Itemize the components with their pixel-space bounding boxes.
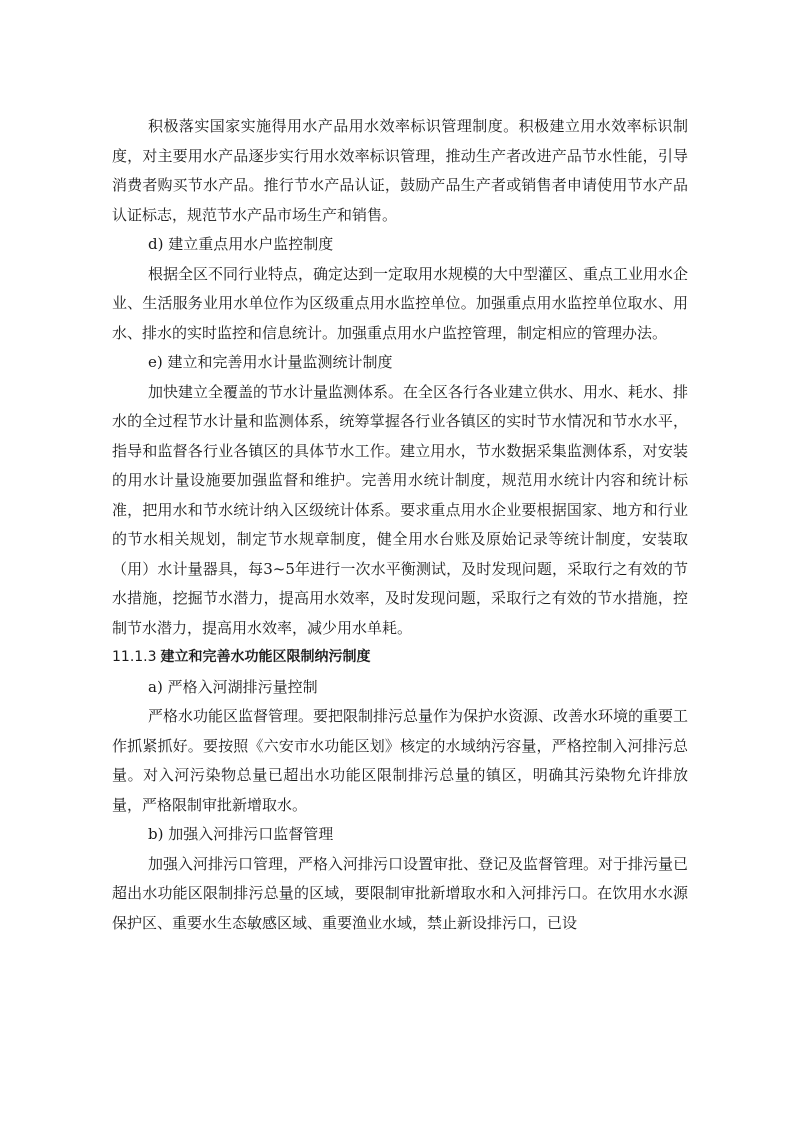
section-heading [112,643,688,673]
section-title: 建立和完善水功能区限制纳污制度 [160,649,371,665]
paragraph-discharge-control: 严格水功能区监督管理。要把限制排污总量作为保护水资源、改善水环境的重要工作抓紧抓好。要按照《六安市水功能区划》核定的水域纳污容量，严格控制入河排污总量。对入河污染物总量已超出水功能区限制排污总量的镇区，明确其污染物允许排放量，严格限制审批新增取水。 [112,707,689,814]
subheading-metering-statistics: e) 建立和完善用水计量监测统计制度 [148,353,393,371]
paragraph-metering-statistics: 加快建立全覆盖的节水计量监测体系。在全区各行各业建立供水、用水、耗水、排水的全过程节水计量和监测体系，统筹掌握各行业各镇区的实时节水情况和节水水平，指导和监督各行业各镇区的具体节水工作。建立用水，节水数据采集监测体系，对安装的用水计量设施要加强监督和维护。完善用水统计制度，规范用水统计内容和统计标准，把用水和节水统计纳入区级统计体系。要求重点用水企业要根据国家、地方和行业的节水相关规划，制定节水规章制度，健全用水台账及原始记录等统计制度，安装取（用）水计量器具，每3~5年进行一次水平衡测试，及时发现问题，采取行之有效的节水措施，挖掘节水潜力，提高用水效率，及时发现问题，采取行之有效的节水措施，控制节水潜力，提高用水效率，减少用水单耗。 [112,382,689,637]
subheading-outfall-supervision: b) 加强入河排污口监督管理 [148,825,334,843]
paragraph-water-efficiency-label: 积极落实国家实施得用水产品用水效率标识管理制度。积极建立用水效率标识制度，对主要用水产品逐步实行用水效率标识管理，推动生产者改进产品节水性能，引导消费者购买节水产品。推行节水产品认证，鼓励产品生产者或销售者申请使用节水产品认证标志，规范节水产品市场生产和销售。 [112,117,688,224]
document-body [112,112,688,938]
paragraph-key-user-monitoring: 根据全区不同行业特点，确定达到一定取用水规模的大中型灌区、重点工业用水企业、生活服务业用水单位作为区级重点用水监控单位。加强重点用水监控单位取水、用水、排水的实时监控和信息统计。加强重点用水户监控管理，制定相应的管理办法。 [112,264,689,342]
paragraph-outfall-supervision: 加强入河排污口管理，严格入河排污口设置审批、登记及监督管理。对于排污量已超出水功能区限制排污总量的区域，要限制审批新增取水和入河排污口。在饮用水水源保护区、重要水生态敏感区域、重要渔业水域，禁止新设排污口，已设 [112,854,689,932]
section-number: 11.1.3 [112,649,157,665]
subheading-discharge-control: a) 严格入河湖排污量控制 [148,677,318,696]
subheading-key-user-monitoring: d) 建立重点用水户监控制度 [148,235,334,253]
